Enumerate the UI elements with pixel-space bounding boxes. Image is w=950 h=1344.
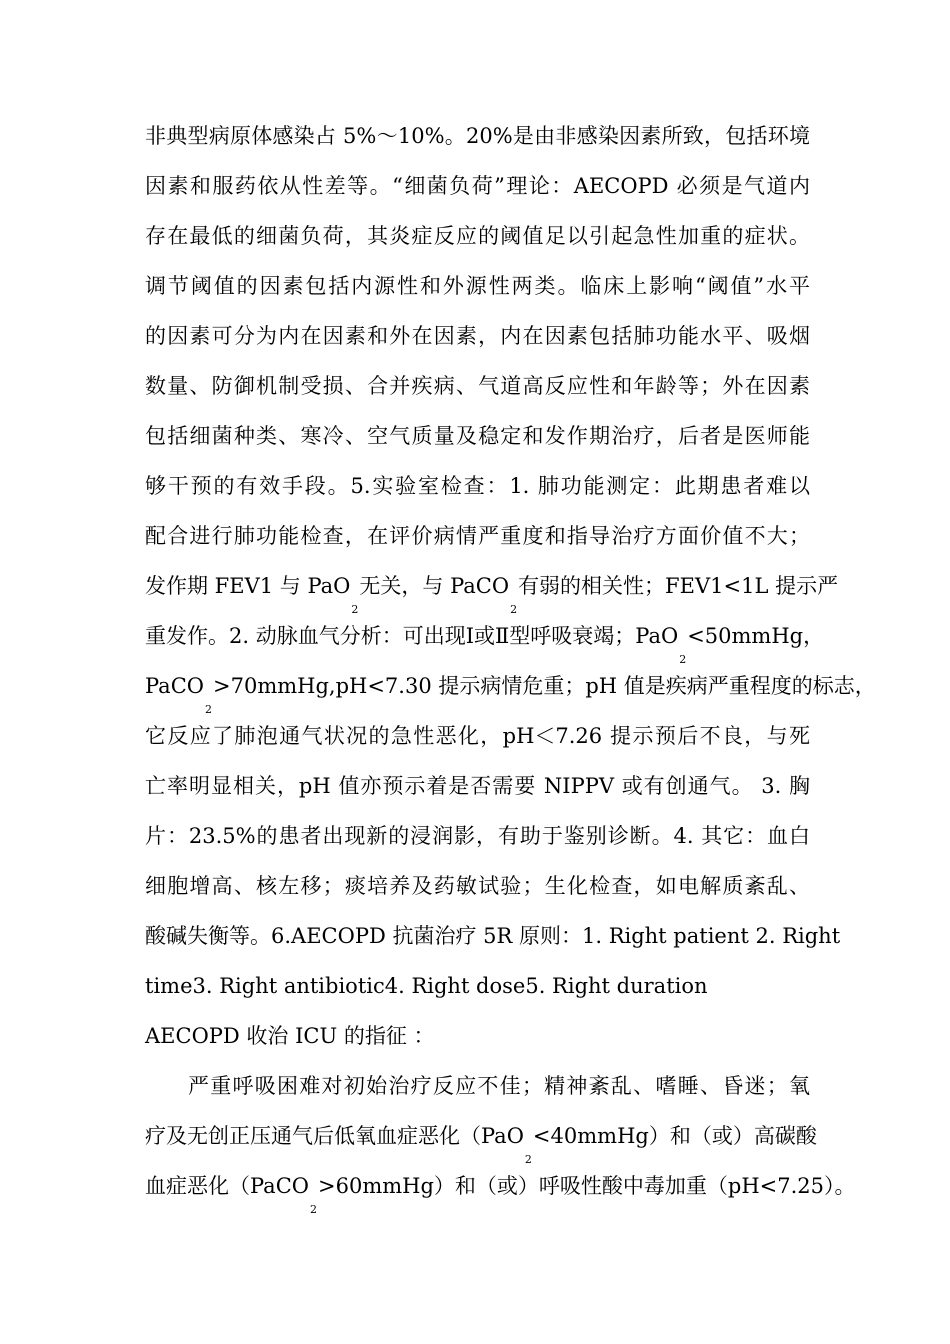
text-line: 片：23.5%的患者出现新的浸润影，有助于鉴别诊断。4. 其它：血白 [145, 824, 810, 848]
text-line [145, 672, 876, 716]
text-line: 亡率明显相关，pH 值亦预示着是否需要 NIPPV 或有创通气。 3. 胸 [145, 774, 810, 798]
text-line [145, 572, 839, 616]
text-segment: 有弱的相关性；FEV1<1L 提示严 [518, 574, 839, 598]
subscript: 2 [524, 1153, 532, 1166]
text-segment: 无关，与 PaCO [359, 574, 510, 598]
text-line [145, 1172, 856, 1216]
text-line: 配合进行肺功能检查，在评价病情严重度和指导治疗方面价值不大； [145, 524, 810, 548]
text-line [145, 1122, 817, 1166]
text-line: 的因素可分为内在因素和外在因素，内在因素包括肺功能水平、吸烟 [145, 324, 810, 348]
text-line: time3. Right antibiotic4. Right dose5. Right duration [145, 974, 708, 998]
section-heading: AECOPD 收治 ICU 的指征 ： [145, 1024, 435, 1048]
text-segment: >70mmHg,pH<7.30 提示病情危重；pH 值是疾病严重程度的标志， [213, 674, 876, 698]
subscript: 2 [310, 1203, 317, 1216]
text-line: 严重呼吸困难对初始治疗反应不佳；精神紊乱、嗜睡、昏迷；氧 [188, 1074, 810, 1098]
subscript: 2 [510, 603, 518, 616]
text-segment: 疗及无创正压通气后低氧血症恶化（PaO [145, 1124, 524, 1148]
subscript: 2 [351, 603, 359, 616]
subscript: 2 [205, 703, 212, 716]
text-line: 因素和服药依从性差等。“细菌负荷”理论：AECOPD 必须是气道内 [145, 174, 810, 198]
text-line: 它反应了肺泡通气状况的急性恶化，pH＜7.26 提示预后不良，与死 [145, 724, 810, 748]
text-line: 包括细菌种类、寒冷、空气质量及稳定和发作期治疗，后者是医师能 [145, 424, 810, 448]
text-segment: 重发作。2. 动脉血气分析：可出现Ⅰ或Ⅱ型呼吸衰竭；PaO [145, 624, 679, 648]
text-line: 数量、防御机制受损、合并疾病、气道高反应性和年龄等；外在因素 [145, 374, 810, 398]
text-line: 调节阈值的因素包括内源性和外源性两类。临床上影响“阈值”水平 [145, 274, 810, 298]
text-segment: 发作期 FEV1 与 PaO [145, 574, 351, 598]
text-line [145, 622, 825, 666]
text-segment: PaCO [145, 674, 204, 698]
text-line: 够干预的有效手段。5.实验室检查：1. 肺功能测定：此期患者难以 [145, 474, 810, 498]
text-segment: 血症恶化（PaCO [145, 1174, 309, 1198]
text-segment: >60mmHg）和（或）呼吸性酸中毒加重（pH<7.25）。 [318, 1174, 856, 1198]
text-line: 存在最低的细菌负荷，其炎症反应的阈值足以引起急性加重的症状。 [145, 224, 810, 248]
text-segment: <50mmHg， [687, 624, 825, 648]
text-segment: <40mmHg）和（或）高碳酸 [532, 1124, 817, 1148]
text-line: 酸碱失衡等。6.AECOPD 抗菌治疗 5R 原则：1. Right patient 2. Right [145, 924, 841, 948]
text-line: 非典型病原体感染占 5%～10%。20%是由非感染因素所致，包括环境 [145, 124, 810, 148]
subscript: 2 [679, 653, 687, 666]
text-line: 细胞增高、核左移；痰培养及药敏试验；生化检查，如电解质紊乱、 [145, 874, 810, 898]
